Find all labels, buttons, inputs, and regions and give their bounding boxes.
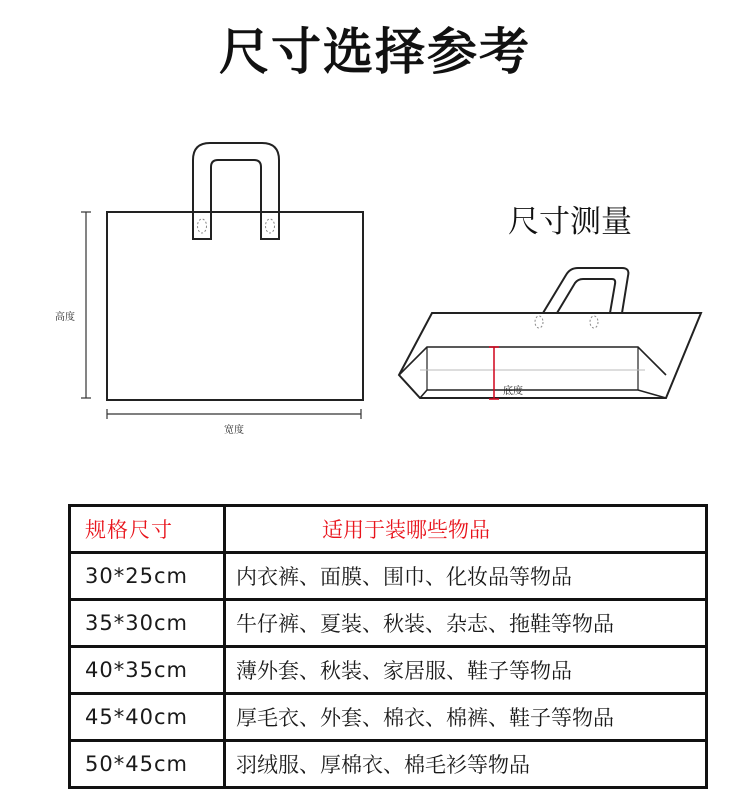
measure-title: 尺寸测量	[508, 204, 632, 240]
row-use: 薄外套、秋装、家居服、鞋子等物品	[225, 647, 707, 694]
row-use: 羽绒服、厚棉衣、棉毛衫等物品	[225, 741, 707, 788]
row-size: 45*40cm	[70, 694, 225, 741]
table-row	[70, 600, 707, 647]
table-header-row	[70, 506, 707, 553]
height-dimension	[55, 212, 91, 398]
row-size: 50*45cm	[70, 741, 225, 788]
row-size: 35*30cm	[70, 600, 225, 647]
width-label: 宽度	[224, 425, 244, 436]
front-bag-illustration	[107, 143, 363, 400]
size-reference-table	[68, 504, 708, 789]
header-size: 规格尺寸	[70, 506, 225, 553]
table-row	[70, 741, 707, 788]
table-row	[70, 694, 707, 741]
header-use: 适用于装哪些物品	[225, 506, 707, 553]
bottom-label: 底度	[503, 386, 523, 397]
row-use: 内衣裤、面膜、围巾、化妆品等物品	[225, 553, 707, 600]
row-size: 40*35cm	[70, 647, 225, 694]
row-use: 牛仔裤、夏装、秋装、杂志、拖鞋等物品	[225, 600, 707, 647]
row-use: 厚毛衣、外套、棉衣、棉裤、鞋子等物品	[225, 694, 707, 741]
row-size: 30*25cm	[70, 553, 225, 600]
table-row	[70, 553, 707, 600]
measure-bag-illustration	[399, 268, 701, 398]
table-row	[70, 647, 707, 694]
height-label: 高度	[55, 312, 75, 323]
width-dimension	[107, 409, 361, 436]
bottom-depth-marker	[489, 347, 523, 399]
page-title: 尺寸选择参考	[219, 23, 531, 81]
